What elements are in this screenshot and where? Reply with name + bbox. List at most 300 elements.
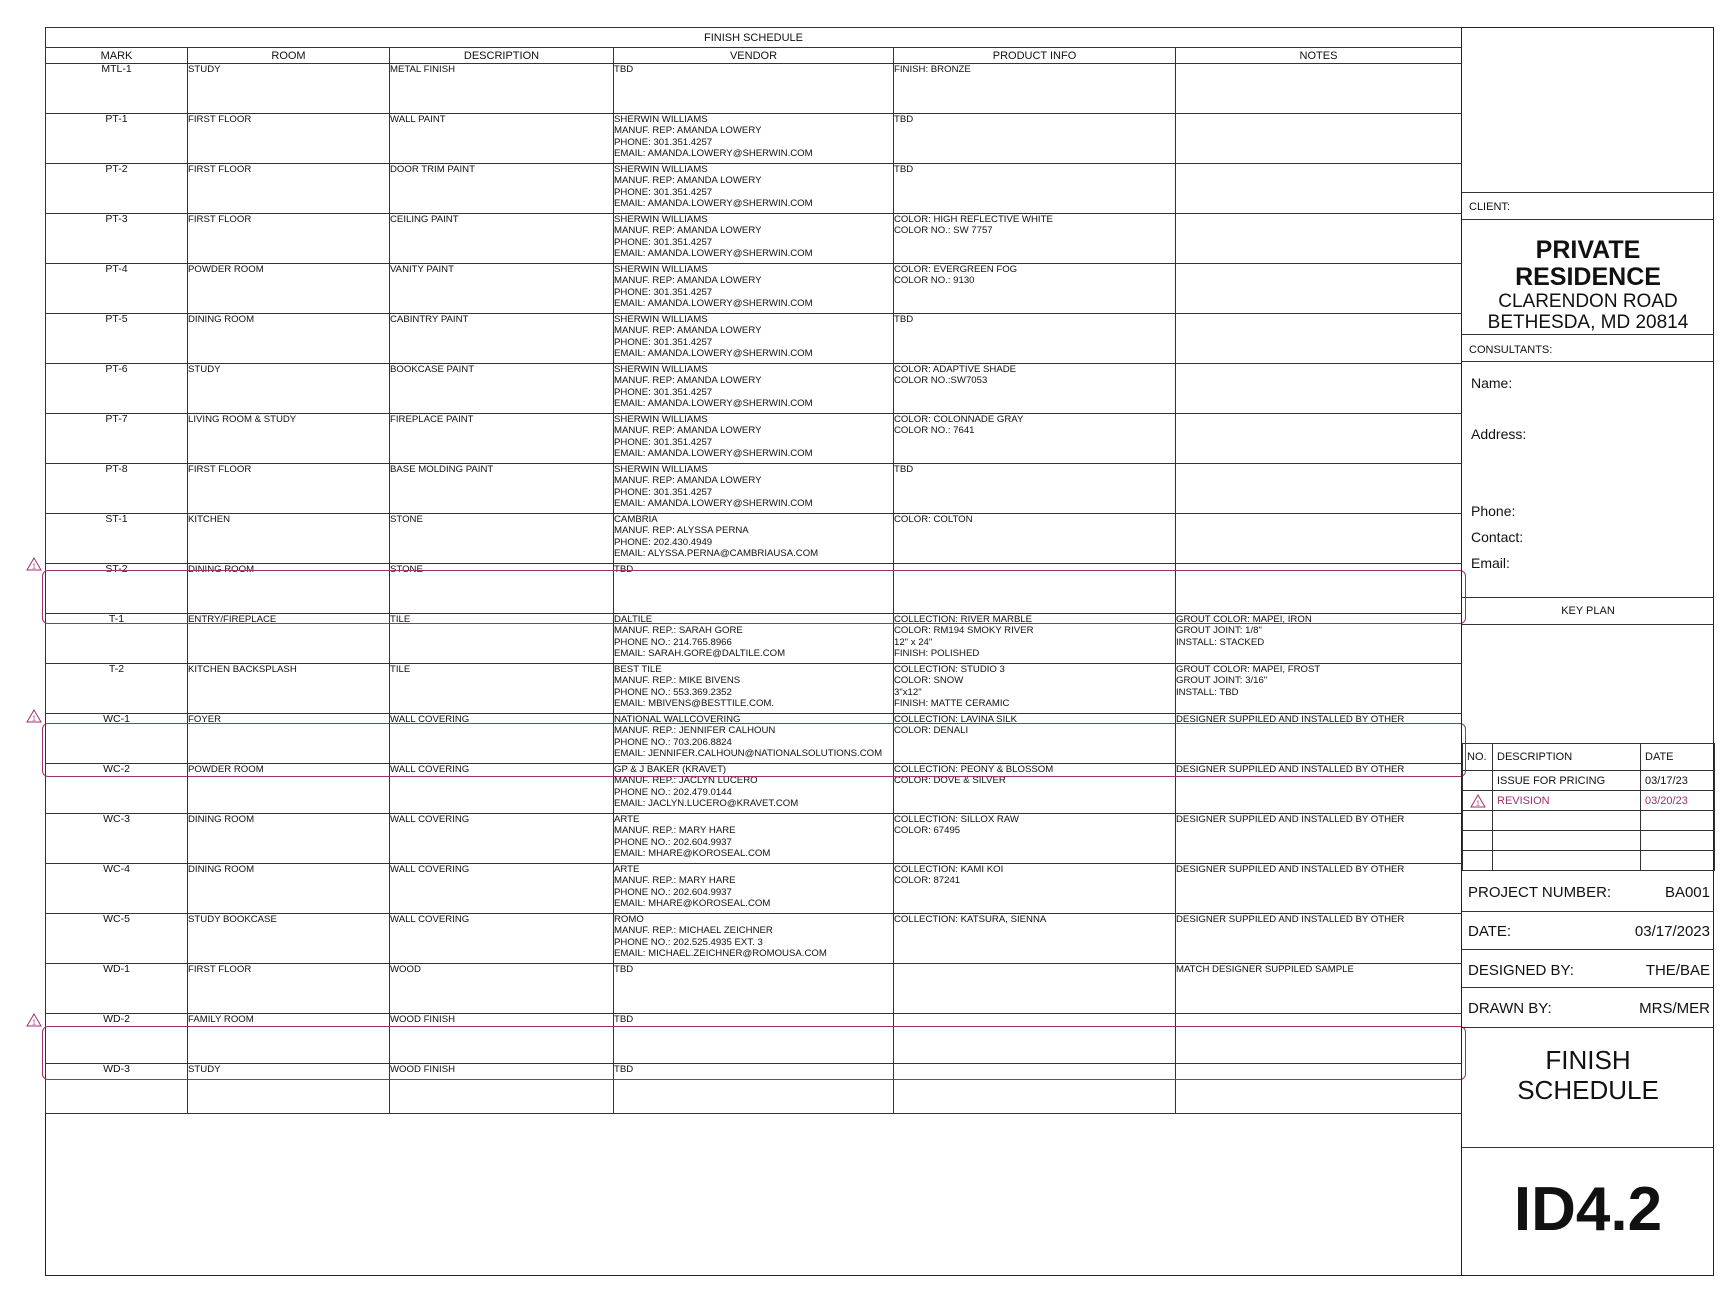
table-row xyxy=(46,114,1462,164)
revision-triangle-icon xyxy=(1470,794,1486,808)
cell-vendor-line: TBD xyxy=(614,964,634,975)
rev-no: 1 xyxy=(1475,800,1480,807)
cell-product-info-line: COLLECTION: KAMI KOI xyxy=(894,864,1004,875)
cell-vendor-line: TBD xyxy=(614,1014,634,1025)
cell-notes xyxy=(1176,114,1462,164)
cell-notes-line: DESIGNER SUPPILED AND INSTALLED BY OTHER xyxy=(1176,714,1405,725)
cell-vendor xyxy=(614,714,894,764)
table-row xyxy=(46,514,1462,564)
cell-vendor-line: SHERWIN WILLIAMS xyxy=(614,114,708,125)
cell-mark: PT-4 xyxy=(46,264,188,314)
cell-product-info-line: FINISH: MATTE CERAMIC xyxy=(894,697,1010,709)
cell-vendor xyxy=(614,64,894,114)
cell-room: ENTRY/FIREPLACE xyxy=(188,614,390,664)
cell-product-info xyxy=(894,114,1176,164)
cell-vendor-line: EMAIL: ALYSSA.PERNA@CAMBRIAUSA.COM xyxy=(614,547,819,559)
drawn-by-row xyxy=(1468,1000,1710,1017)
cell-vendor-line: PHONE NO.: 202.525.4935 EXT. 3 xyxy=(614,936,763,948)
table-row xyxy=(46,714,1462,764)
cell-product-info xyxy=(894,164,1176,214)
cell-vendor xyxy=(614,214,894,264)
cell-mark: PT-2 xyxy=(46,164,188,214)
cell-vendor-line: SHERWIN WILLIAMS xyxy=(614,264,708,275)
cell-notes xyxy=(1176,214,1462,264)
cell-vendor-line: EMAIL: SARAH.GORE@DALTILE.COM xyxy=(614,647,786,659)
cell-vendor-line: PHONE: 301.351.4257 xyxy=(614,336,713,348)
cell-notes xyxy=(1176,914,1462,964)
cell-mark: PT-6 xyxy=(46,364,188,414)
cell-description: DOOR TRIM PAINT xyxy=(390,164,614,214)
cell-product-info-line: COLLECTION: SILLOX RAW xyxy=(894,814,1019,825)
table-row xyxy=(46,464,1462,514)
cell-product-info-line: COLLECTION: KATSURA, SIENNA xyxy=(894,914,1047,925)
rev-header-date: DATE xyxy=(1641,744,1715,771)
cell-mark: MTL-1 xyxy=(46,64,188,114)
cell-description: VANITY PAINT xyxy=(390,264,614,314)
cell-vendor-line: PHONE: 301.351.4257 xyxy=(614,386,713,398)
cell-mark: WC-1 xyxy=(46,714,188,764)
cell-mark: PT-1 xyxy=(46,114,188,164)
cell-description: WALL COVERING xyxy=(390,764,614,814)
schedule-title: FINISH SCHEDULE xyxy=(46,28,1462,48)
cell-notes xyxy=(1176,164,1462,214)
cell-product-info-line: COLOR: COLTON xyxy=(894,514,973,525)
cell-vendor-line: EMAIL: AMANDA.LOWERY@SHERWIN.COM xyxy=(614,347,813,359)
cell-mark: WD-3 xyxy=(46,1064,188,1114)
cell-product-info-line: COLOR NO.: 9130 xyxy=(894,275,975,287)
sheet-title-line-1: FINISH xyxy=(1545,1045,1631,1075)
col-header-vendor: VENDOR xyxy=(614,48,894,64)
cell-description: METAL FINISH xyxy=(390,64,614,114)
cell-mark: WC-2 xyxy=(46,764,188,814)
project-number-row xyxy=(1468,884,1710,901)
cell-room: KITCHEN xyxy=(188,514,390,564)
cell-vendor xyxy=(614,464,894,514)
cell-notes xyxy=(1176,764,1462,814)
consultant-phone-label: Phone: xyxy=(1471,503,1516,519)
cell-vendor-line: DALTILE xyxy=(614,614,653,625)
cell-room: POWDER ROOM xyxy=(188,264,390,314)
cell-vendor-line: GP & J BAKER (KRAVET) xyxy=(614,764,727,775)
table-row xyxy=(46,164,1462,214)
cell-vendor-line: MANUF. REP: AMANDA LOWERY xyxy=(614,225,762,237)
cell-vendor-line: SHERWIN WILLIAMS xyxy=(614,164,708,175)
cell-product-info-line: TBD xyxy=(894,164,914,175)
table-row xyxy=(46,914,1462,964)
cell-vendor-line: MANUF. REP: AMANDA LOWERY xyxy=(614,375,762,387)
cell-vendor xyxy=(614,114,894,164)
cell-vendor-line: PHONE NO.: 703.206.8824 xyxy=(614,736,732,748)
rev-date: 03/17/23 xyxy=(1641,771,1715,791)
cell-vendor-line: SHERWIN WILLIAMS xyxy=(614,464,708,475)
consultant-name-label: Name: xyxy=(1471,375,1513,391)
revision-triangle-icon xyxy=(26,1013,42,1027)
rev-header-description: DESCRIPTION xyxy=(1493,744,1641,771)
cell-room: FIRST FLOOR xyxy=(188,214,390,264)
cell-vendor-line: EMAIL: MHARE@KOROSEAL.COM xyxy=(614,847,771,859)
col-header-description: DESCRIPTION xyxy=(390,48,614,64)
rev-row xyxy=(1463,771,1715,791)
cell-vendor-line: PHONE NO.: 202.479.0144 xyxy=(614,786,732,798)
cell-product-info-line: 3"x12" xyxy=(894,686,922,698)
client-name-line-2: RESIDENCE xyxy=(1515,263,1661,291)
cell-vendor-line: SHERWIN WILLIAMS xyxy=(614,414,708,425)
cell-mark: WC-3 xyxy=(46,814,188,864)
date-value: 03/17/2023 xyxy=(1634,923,1710,940)
cell-notes xyxy=(1176,514,1462,564)
cell-notes-line: DESIGNER SUPPILED AND INSTALLED BY OTHER xyxy=(1176,814,1405,825)
cell-product-info-line: COLOR: 87241 xyxy=(894,875,961,887)
cell-vendor-line: PHONE NO.: 553.369.2352 xyxy=(614,686,732,698)
cell-description: TILE xyxy=(390,614,614,664)
cell-description: CEILING PAINT xyxy=(390,214,614,264)
project-number-value: BA001 xyxy=(1664,884,1710,901)
cell-product-info-line: 12" x 24" xyxy=(894,636,933,648)
revision-triangle-icon xyxy=(26,709,42,723)
cell-product-info xyxy=(894,1014,1176,1064)
cell-vendor-line: MANUF. REP.: MARY HARE xyxy=(614,825,736,837)
rev-description: REVISION xyxy=(1493,791,1641,811)
cell-vendor-line: MANUF. REP: AMANDA LOWERY xyxy=(614,325,762,337)
cell-product-info-line: COLLECTION: RIVER MARBLE xyxy=(894,614,1033,625)
table-row xyxy=(46,614,1462,664)
cell-product-info-line: COLOR: HIGH REFLECTIVE WHITE xyxy=(894,214,1053,225)
cell-description: WOOD xyxy=(390,964,614,1014)
table-row xyxy=(46,214,1462,264)
cell-room: FIRST FLOOR xyxy=(188,964,390,1014)
table-row xyxy=(46,64,1462,114)
cell-vendor-line: SHERWIN WILLIAMS xyxy=(614,214,708,225)
cell-vendor-line: MANUF. REP.: MIKE BIVENS xyxy=(614,675,741,687)
schedule-table xyxy=(45,27,1462,1114)
cell-vendor-line: MANUF. REP: AMANDA LOWERY xyxy=(614,125,762,137)
cell-vendor xyxy=(614,764,894,814)
key-plan-label: KEY PLAN xyxy=(1561,605,1615,617)
rev-description: ISSUE FOR PRICING xyxy=(1493,771,1641,791)
cell-mark: WC-5 xyxy=(46,914,188,964)
cell-description: TILE xyxy=(390,664,614,714)
cell-product-info-line: COLOR NO.: SW 7757 xyxy=(894,225,993,237)
consultant-contact-label: Contact: xyxy=(1471,529,1524,545)
cell-product-info xyxy=(894,764,1176,814)
cell-vendor-line: PHONE NO.: 202.604.9937 xyxy=(614,886,732,898)
cell-vendor-line: ROMO xyxy=(614,914,644,925)
table-row xyxy=(46,1064,1462,1114)
cell-vendor xyxy=(614,964,894,1014)
cell-notes xyxy=(1176,664,1462,714)
cell-vendor-line: EMAIL: MICHAEL.ZEICHNER@ROMOUSA.COM xyxy=(614,947,827,959)
cell-description: CABINTRY PAINT xyxy=(390,314,614,364)
table-row xyxy=(46,414,1462,464)
cell-mark: PT-8 xyxy=(46,464,188,514)
cell-mark: PT-5 xyxy=(46,314,188,364)
cell-notes-line: DESIGNER SUPPILED AND INSTALLED BY OTHER xyxy=(1176,864,1405,875)
cell-vendor-line: EMAIL: JENNIFER.CALHOUN@NATIONALSOLUTIONS.COM xyxy=(614,747,883,759)
cell-product-info-line: COLOR: 67495 xyxy=(894,825,961,837)
cell-notes xyxy=(1176,314,1462,364)
cell-description: BASE MOLDING PAINT xyxy=(390,464,614,514)
col-header-notes: NOTES xyxy=(1176,48,1462,64)
cell-notes-line: MATCH DESIGNER SUPPILED SAMPLE xyxy=(1176,964,1354,975)
cell-description: WALL COVERING xyxy=(390,864,614,914)
cell-mark: PT-7 xyxy=(46,414,188,464)
cell-vendor-line: ARTE xyxy=(614,814,640,825)
cell-vendor xyxy=(614,564,894,614)
sheet-number: ID4.2 xyxy=(1513,1175,1663,1244)
cell-vendor-line: SHERWIN WILLIAMS xyxy=(614,364,708,375)
cell-product-info xyxy=(894,914,1176,964)
cell-description: BOOKCASE PAINT xyxy=(390,364,614,414)
cell-vendor-line: MANUF. REP: ALYSSA PERNA xyxy=(614,525,749,537)
cell-room: LIVING ROOM & STUDY xyxy=(188,414,390,464)
table-row xyxy=(46,664,1462,714)
cell-product-info-line: TBD xyxy=(894,464,914,475)
cell-notes-line: GROUT JOINT: 3/16" xyxy=(1176,675,1268,687)
cell-notes-line: GROUT COLOR: MAPEI, IRON xyxy=(1176,614,1312,625)
table-row xyxy=(46,864,1462,914)
cell-vendor-line: MANUF. REP.: JACLYN LUCERO xyxy=(614,775,758,787)
revision-triangle-number: 1 xyxy=(32,1019,36,1027)
cell-vendor-line: MANUF. REP.: MARY HARE xyxy=(614,875,736,887)
cell-description: WALL COVERING xyxy=(390,714,614,764)
cell-product-info-line: COLOR: SNOW xyxy=(894,675,964,687)
cell-vendor-line: TBD xyxy=(614,564,634,575)
cell-product-info-line: COLOR: ADAPTIVE SHADE xyxy=(894,364,1017,375)
client-address-line-1: CLARENDON ROAD xyxy=(1498,291,1678,312)
cell-product-info xyxy=(894,364,1176,414)
cell-room: DINING ROOM xyxy=(188,564,390,614)
table-row xyxy=(46,964,1462,1014)
cell-vendor-line: EMAIL: AMANDA.LOWERY@SHERWIN.COM xyxy=(614,397,813,409)
cell-room: FIRST FLOOR xyxy=(188,464,390,514)
table-row xyxy=(46,814,1462,864)
revision-table xyxy=(1462,743,1715,871)
table-row xyxy=(46,364,1462,414)
cell-description: FIREPLACE PAINT xyxy=(390,414,614,464)
cell-vendor xyxy=(614,1064,894,1114)
cell-room: FOYER xyxy=(188,714,390,764)
cell-room: FAMILY ROOM xyxy=(188,1014,390,1064)
cell-description: WOOD FINISH xyxy=(390,1064,614,1114)
designed-by-label: DESIGNED BY: xyxy=(1468,962,1574,979)
client-name-line-1: PRIVATE xyxy=(1535,236,1641,264)
cell-mark: T-1 xyxy=(46,614,188,664)
cell-description: WALL COVERING xyxy=(390,914,614,964)
sheet-title xyxy=(1462,1045,1714,1105)
date-label: DATE: xyxy=(1468,923,1512,940)
cell-notes-line: GROUT COLOR: MAPEI, FROST xyxy=(1176,664,1321,675)
cell-notes xyxy=(1176,614,1462,664)
cell-product-info-line: FINISH: POLISHED xyxy=(894,647,980,659)
cell-notes-line: INSTALL: STACKED xyxy=(1176,636,1265,648)
cell-mark: PT-3 xyxy=(46,214,188,264)
cell-vendor xyxy=(614,914,894,964)
cell-description: WALL COVERING xyxy=(390,814,614,864)
table-row xyxy=(46,264,1462,314)
cell-product-info xyxy=(894,1064,1176,1114)
cell-vendor-line: EMAIL: MBIVENS@BESTTILE.COM. xyxy=(614,697,775,709)
cell-notes xyxy=(1176,864,1462,914)
consultant-email-label: Email: xyxy=(1471,555,1510,571)
cell-vendor-line: TBD xyxy=(614,64,634,75)
cell-vendor-line: MANUF. REP: AMANDA LOWERY xyxy=(614,275,762,287)
cell-vendor-line: EMAIL: AMANDA.LOWERY@SHERWIN.COM xyxy=(614,147,813,159)
cell-description: STONE xyxy=(390,514,614,564)
cell-product-info-line: COLOR: RM194 SMOKY RIVER xyxy=(894,625,1034,637)
cell-product-info xyxy=(894,414,1176,464)
cell-notes xyxy=(1176,64,1462,114)
cell-room: POWDER ROOM xyxy=(188,764,390,814)
cell-vendor-line: MANUF. REP: AMANDA LOWERY xyxy=(614,425,762,437)
cell-room: STUDY xyxy=(188,64,390,114)
cell-vendor-line: EMAIL: AMANDA.LOWERY@SHERWIN.COM xyxy=(614,297,813,309)
cell-vendor-line: SHERWIN WILLIAMS xyxy=(614,314,708,325)
cell-product-info xyxy=(894,314,1176,364)
cell-product-info xyxy=(894,864,1176,914)
consultants-label: CONSULTANTS: xyxy=(1469,344,1553,356)
cell-room: STUDY xyxy=(188,1064,390,1114)
cell-mark: T-2 xyxy=(46,664,188,714)
cell-vendor-line: PHONE: 301.351.4257 xyxy=(614,286,713,298)
cell-vendor-line: PHONE NO.: 202.604.9937 xyxy=(614,836,732,848)
cell-vendor xyxy=(614,864,894,914)
cell-description: WOOD FINISH xyxy=(390,1014,614,1064)
cell-notes-line: DESIGNER SUPPILED AND INSTALLED BY OTHER xyxy=(1176,764,1405,775)
cell-vendor-line: EMAIL: JACLYN.LUCERO@KRAVET.COM xyxy=(614,797,799,809)
cell-notes xyxy=(1176,464,1462,514)
cell-vendor-line: MANUF. REP.: JENNIFER CALHOUN xyxy=(614,725,776,737)
cell-description: WALL PAINT xyxy=(390,114,614,164)
cell-vendor-line: MANUF. REP.: MICHAEL ZEICHNER xyxy=(614,925,773,937)
cell-notes-line: INSTALL: TBD xyxy=(1176,686,1239,698)
cell-notes xyxy=(1176,264,1462,314)
cell-mark: WD-1 xyxy=(46,964,188,1014)
cell-vendor-line: MANUF. REP: AMANDA LOWERY xyxy=(614,475,762,487)
cell-product-info-line: COLOR: EVERGREEN FOG xyxy=(894,264,1018,275)
cell-vendor-line: PHONE NO.: 214.765.8966 xyxy=(614,636,732,648)
cell-product-info-line: COLLECTION: STUDIO 3 xyxy=(894,664,1005,675)
cell-notes xyxy=(1176,564,1462,614)
title-block xyxy=(1461,27,1714,1276)
rev-no xyxy=(1463,771,1493,791)
cell-room: DINING ROOM xyxy=(188,814,390,864)
cell-product-info xyxy=(894,214,1176,264)
cell-notes xyxy=(1176,364,1462,414)
cell-notes xyxy=(1176,414,1462,464)
revision-triangle-number: 1 xyxy=(32,563,36,571)
revision-triangle-number: 1 xyxy=(32,715,36,723)
cell-product-info xyxy=(894,264,1176,314)
cell-vendor xyxy=(614,1014,894,1064)
cell-mark: ST-1 xyxy=(46,514,188,564)
table-row xyxy=(46,564,1462,614)
col-header-mark: MARK xyxy=(46,48,188,64)
cell-room: FIRST FLOOR xyxy=(188,114,390,164)
cell-description: STONE xyxy=(390,564,614,614)
cell-notes xyxy=(1176,964,1462,1014)
cell-room: STUDY xyxy=(188,364,390,414)
rev-date: 03/20/23 xyxy=(1641,791,1715,811)
client-block xyxy=(1462,237,1714,333)
cell-notes-line: GROUT JOINT: 1/8" xyxy=(1176,625,1262,637)
cell-product-info xyxy=(894,564,1176,614)
cell-notes xyxy=(1176,1014,1462,1064)
cell-vendor xyxy=(614,614,894,664)
rev-row xyxy=(1463,791,1715,811)
cell-product-info-line: COLOR NO.:SW7053 xyxy=(894,375,988,387)
rev-header-no: NO. xyxy=(1463,744,1493,771)
date-row xyxy=(1468,923,1710,940)
col-header-room: ROOM xyxy=(188,48,390,64)
cell-room: DINING ROOM xyxy=(188,314,390,364)
cell-vendor-line: PHONE: 301.351.4257 xyxy=(614,486,713,498)
cell-vendor-line: PHONE: 202.430.4949 xyxy=(614,536,713,548)
cell-product-info xyxy=(894,614,1176,664)
cell-vendor-line: MANUF. REP.: SARAH GORE xyxy=(614,625,743,637)
cell-product-info xyxy=(894,464,1176,514)
cell-product-info xyxy=(894,664,1176,714)
project-number-label: PROJECT NUMBER: xyxy=(1468,884,1612,901)
cell-vendor-line: TBD xyxy=(614,1064,634,1075)
designed-by-row xyxy=(1468,962,1710,979)
cell-product-info-line: COLOR: COLONNADE GRAY xyxy=(894,414,1024,425)
cell-product-info-line: TBD xyxy=(894,314,914,325)
cell-vendor-line: ARTE xyxy=(614,864,640,875)
cell-mark: WC-4 xyxy=(46,864,188,914)
cell-room: DINING ROOM xyxy=(188,864,390,914)
cell-product-info-line: COLLECTION: PEONY & BLOSSOM xyxy=(894,764,1054,775)
cell-vendor-line: PHONE: 301.351.4257 xyxy=(614,186,713,198)
cell-room: KITCHEN BACKSPLASH xyxy=(188,664,390,714)
cell-vendor xyxy=(614,264,894,314)
designed-by-value: THE/BAE xyxy=(1645,962,1710,979)
cell-product-info-line: COLOR: DENALI xyxy=(894,725,969,737)
cell-vendor-line: EMAIL: AMANDA.LOWERY@SHERWIN.COM xyxy=(614,247,813,259)
client-address-line-2: BETHESDA, MD 20814 xyxy=(1487,312,1689,333)
cell-vendor xyxy=(614,364,894,414)
cell-notes xyxy=(1176,714,1462,764)
table-row xyxy=(46,314,1462,364)
drawn-by-label: DRAWN BY: xyxy=(1468,1000,1552,1017)
cell-vendor-line: PHONE: 301.351.4257 xyxy=(614,236,713,248)
table-row xyxy=(46,764,1462,814)
cell-vendor-line: MANUF. REP: AMANDA LOWERY xyxy=(614,175,762,187)
cell-product-info xyxy=(894,814,1176,864)
cell-mark: WD-2 xyxy=(46,1014,188,1064)
col-header-product-info: PRODUCT INFO xyxy=(894,48,1176,64)
cell-product-info-line: COLOR NO.: 7641 xyxy=(894,425,975,437)
cell-vendor-line: CAMBRIA xyxy=(614,514,658,525)
cell-vendor xyxy=(614,414,894,464)
cell-room: STUDY BOOKCASE xyxy=(188,914,390,964)
sheet-title-line-2: SCHEDULE xyxy=(1517,1075,1659,1105)
cell-product-info xyxy=(894,964,1176,1014)
cell-product-info xyxy=(894,64,1176,114)
cell-vendor xyxy=(614,664,894,714)
revision-triangle-icon xyxy=(26,557,42,571)
cell-vendor-line: NATIONAL WALLCOVERING xyxy=(614,714,741,725)
client-label: CLIENT: xyxy=(1469,201,1510,213)
table-row xyxy=(46,1014,1462,1064)
cell-vendor xyxy=(614,164,894,214)
cell-notes xyxy=(1176,1064,1462,1114)
cell-notes xyxy=(1176,814,1462,864)
cell-room: FIRST FLOOR xyxy=(188,164,390,214)
cell-vendor xyxy=(614,814,894,864)
cell-mark: ST-2 xyxy=(46,564,188,614)
cell-product-info-line: FINISH: BRONZE xyxy=(894,64,971,75)
drawn-by-value: MRS/MER xyxy=(1639,1000,1710,1017)
